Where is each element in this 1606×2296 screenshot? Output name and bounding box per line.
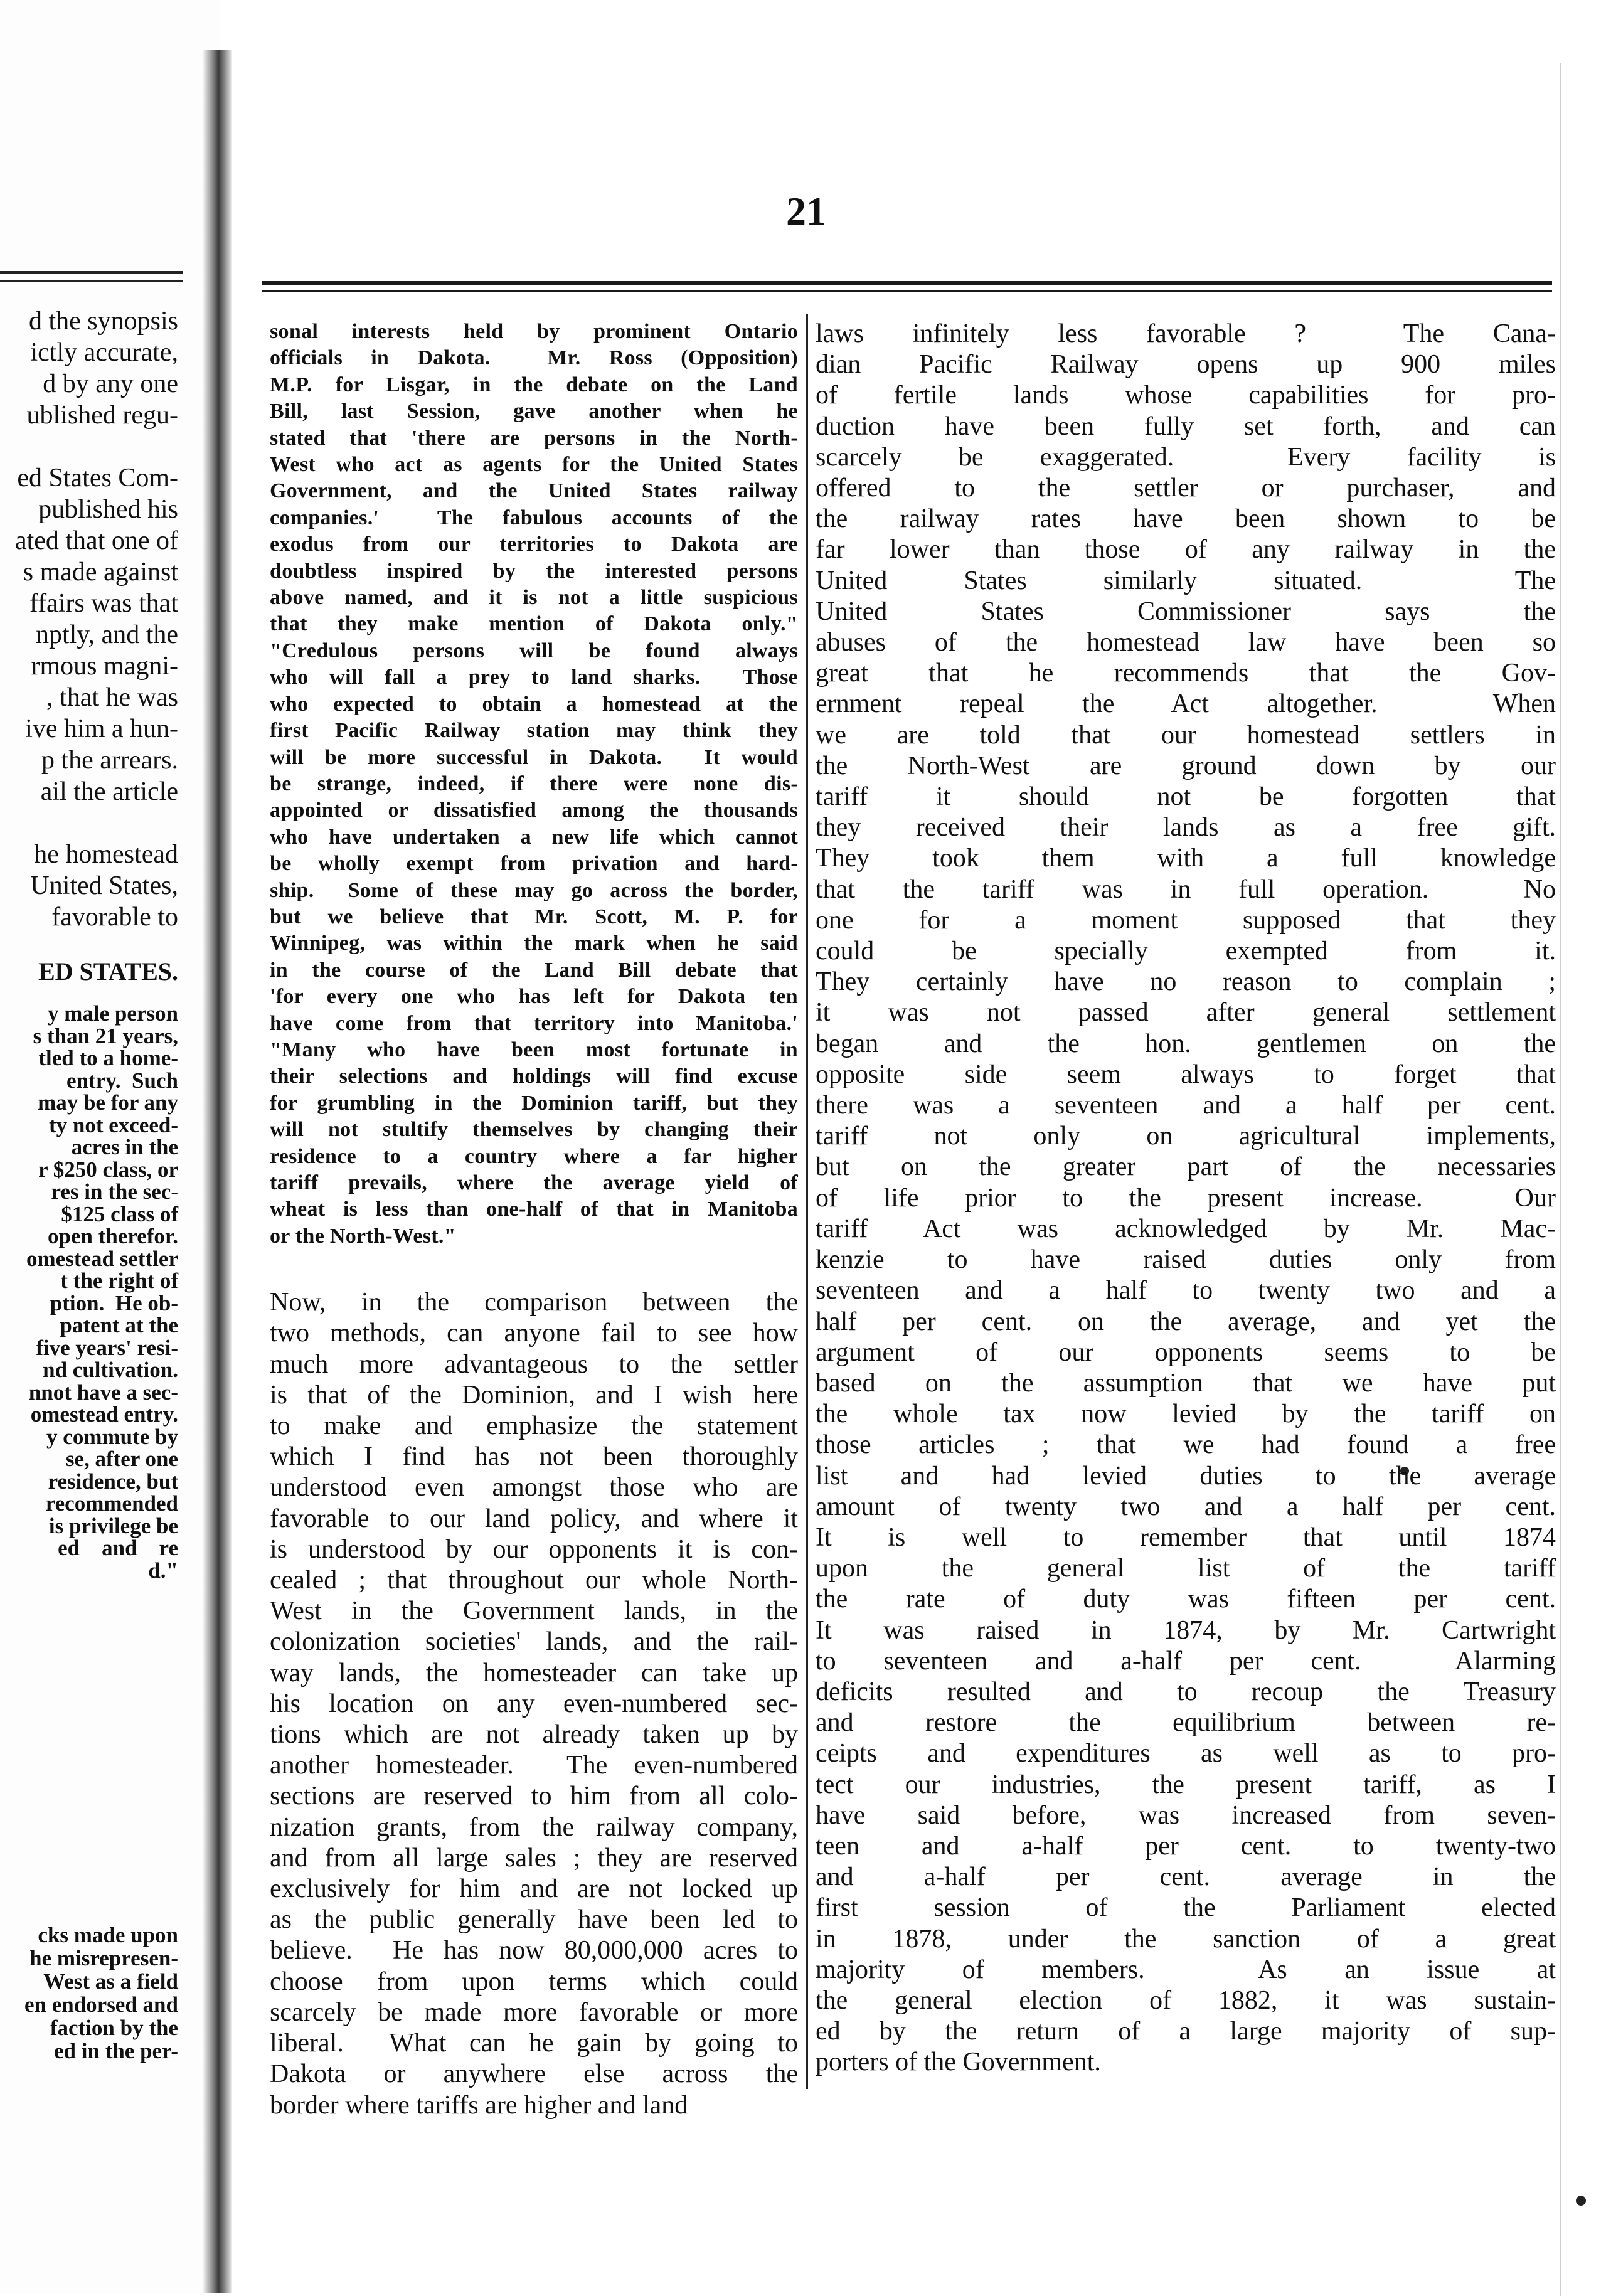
text-line: tions which are not already taken up by — [270, 1720, 798, 1750]
text-line: scarcely be exaggerated. Every facility is — [816, 442, 1556, 472]
text-line: ceipts and expenditures as well as to pro- — [816, 1739, 1556, 1768]
quote-line: have come from that territory into Manitoba.' — [270, 1011, 798, 1035]
text-line: majority of members. As an issue at — [816, 1955, 1556, 1984]
quote-line: companies.' The fabulous accounts of the — [270, 506, 798, 529]
left-fragment-line: rmous magni- — [31, 652, 178, 681]
left-fragment-line: he homestead — [34, 840, 178, 869]
left-fragment-line: ive him a hun- — [25, 715, 178, 743]
left-fragment-line: ed States Com- — [17, 464, 178, 492]
left-fragment-line: acres in the — [71, 1135, 178, 1159]
text-line: it was not passed after general settlement — [816, 998, 1556, 1028]
quote-line: be wholly exempt from privation and hard- — [270, 852, 798, 876]
text-line: they received their lands as a free gift. — [816, 813, 1556, 842]
text-line: It was raised in 1874, by Mr. Cartwright — [816, 1615, 1556, 1645]
quote-line: residence to a country where a far higher — [270, 1144, 798, 1168]
text-line: the whole tax now levied by the tariff on — [816, 1400, 1556, 1429]
left-fragment-line: recommended — [45, 1491, 178, 1516]
quote-line: West who act as agents for the United States — [270, 453, 798, 477]
left-fragment-line: ption. He ob- — [50, 1290, 178, 1315]
left-fragment-line: t the right of — [60, 1268, 178, 1293]
quote-line: Winnipeg, was within the mark when he said — [270, 932, 798, 955]
text-line: argument of our opponents seems to be — [816, 1337, 1556, 1367]
left-fragment-line: open therefor. — [47, 1224, 178, 1248]
quote-line: be strange, indeed, if there were none dis- — [270, 772, 798, 795]
text-line: based on the assumption that we have put — [816, 1368, 1556, 1398]
text-line: in 1878, under the sanction of a great — [816, 1924, 1556, 1953]
left-fragment-line: may be for any — [38, 1090, 178, 1115]
text-line: his location on any even-numbered sec- — [270, 1689, 798, 1718]
text-line: have said before, was increased from seven- — [816, 1800, 1556, 1830]
left-fragment-line: nptly, and the — [35, 620, 178, 649]
column-right — [816, 319, 1556, 2078]
left-page-fragment — [0, 0, 221, 2293]
text-line: Dakota or anywhere else across the — [270, 2059, 798, 2089]
body-text-right — [816, 319, 1556, 2078]
text-line: Now, in the comparison between the — [270, 1288, 798, 1317]
text-line: United States similarly situated. The — [816, 566, 1556, 595]
text-line: cealed ; that throughout our whole North- — [270, 1566, 798, 1595]
left-fragment-line: entry. Such — [66, 1068, 178, 1093]
text-line: colonization societies' lands, and the rail- — [270, 1627, 798, 1657]
quote-line: "Credulous persons will be found always — [270, 639, 798, 662]
page-gutter — [202, 50, 232, 2293]
text-line: the North-West are ground down by our — [816, 751, 1556, 780]
text-line: of life prior to the present increase. Our — [816, 1183, 1556, 1213]
quote-line: but we believe that Mr. Scott, M. P. for — [270, 905, 798, 928]
left-fragment-line: d." — [148, 1558, 178, 1583]
text-line: there was a seventeen and a half per cent. — [816, 1091, 1556, 1120]
body-text-left — [270, 1287, 798, 2120]
column-left — [270, 319, 798, 2121]
text-line: duction have been fully set forth, and can — [816, 412, 1556, 441]
left-page-rule — [0, 280, 183, 282]
text-line: to make and emphasize the statement — [270, 1411, 798, 1441]
left-fragment-line: res in the sec- — [51, 1179, 178, 1204]
left-fragment-line: tled to a home- — [38, 1046, 178, 1070]
text-line: ernment repeal the Act altogether. When — [816, 689, 1556, 719]
left-fragment-line: s made against — [23, 558, 178, 587]
quote-line: who expected to obtain a homestead at the — [270, 692, 798, 716]
text-line: offered to the settler or purchaser, and — [816, 474, 1556, 503]
text-line: one for a moment supposed that they — [816, 905, 1556, 935]
text-line: teen and a-half per cent. to twenty-two — [816, 1831, 1556, 1861]
quote-line: 'for every one who has left for Dakota ten — [270, 985, 798, 1009]
text-line: seventeen and a half to twenty two and a — [816, 1276, 1556, 1305]
text-line: tariff Act was acknowledged by Mr. Mac- — [816, 1214, 1556, 1243]
text-line: first session of the Parliament elected — [816, 1893, 1556, 1923]
quote-line: above named, and it is not a little suspicious — [270, 586, 798, 610]
quote-line: ship. Some of these may go across the border, — [270, 878, 798, 902]
quote-line: doubtless inspired by the interested persons — [270, 559, 798, 583]
text-line: It is well to remember that until 1874 — [816, 1523, 1556, 1552]
quote-line: officials in Dakota. Mr. Ross (Opposition) — [270, 346, 798, 370]
quote-line: who have undertaken a new life which cannot — [270, 825, 798, 849]
text-line: amount of twenty two and a half per cent. — [816, 1492, 1556, 1521]
text-line: choose from upon terms which could — [270, 1967, 798, 1996]
text-line: West in the Government lands, in the — [270, 1597, 798, 1626]
left-fragment-line: d the synopsis — [28, 307, 178, 336]
text-line: which I find has not been thoroughly — [270, 1442, 798, 1472]
left-fragment-line: y male person — [47, 1001, 178, 1026]
text-line: tariff it should not be forgotten that — [816, 782, 1556, 812]
text-line: way lands, the homesteader can take up — [270, 1658, 798, 1687]
text-line: abuses of the homestead law have been so — [816, 628, 1556, 657]
left-fragment-heading: ED STATES. — [38, 957, 178, 986]
page-edge — [1560, 63, 1561, 2296]
text-line: far lower than those of any railway in the — [816, 535, 1556, 565]
left-fragment-line: is privilege be — [48, 1513, 178, 1538]
text-line: list and had levied duties to the average — [816, 1461, 1556, 1491]
text-line: ed by the return of a large majority of sup- — [816, 2017, 1556, 2046]
left-fragment-line: omestead entry. — [30, 1402, 178, 1427]
left-fragment-line: five years' resi- — [36, 1335, 178, 1360]
quote-line: will be more successful in Dakota. It would — [270, 745, 798, 769]
text-line: dian Pacific Railway opens up 900 miles — [816, 350, 1556, 380]
quote-line: first Pacific Railway station may think they — [270, 719, 798, 743]
left-fragment-line: residence, but — [48, 1469, 178, 1494]
text-line: and from all large sales ; they are reserved — [270, 1843, 798, 1873]
quote-line: in the course of the Land Bill debate that — [270, 958, 798, 982]
text-line: half per cent. on the average, and yet the — [816, 1307, 1556, 1336]
text-line: could be specially exempted from it. — [816, 937, 1556, 966]
text-line: began and the hon. gentlemen on the — [816, 1029, 1556, 1058]
header-rule — [262, 281, 1552, 285]
text-line: liberal. What can he gain by going to — [270, 2029, 798, 2058]
page-number: 21 — [786, 189, 826, 233]
left-fragment-line: ed and re — [58, 1536, 178, 1560]
quote-line: wheat is less than one-half of that in Manitoba — [270, 1198, 798, 1221]
text-line: favorable to our land policy, and where it — [270, 1504, 798, 1533]
quote-line: for grumbling in the Dominion tariff, but they — [270, 1091, 798, 1115]
left-fragment-line: patent at the — [60, 1313, 178, 1337]
left-fragment-line: favorable to — [51, 903, 178, 932]
text-line: much more advantageous to the settler — [270, 1349, 798, 1379]
quote-line: stated that 'there are persons in the North- — [270, 426, 798, 450]
left-fragment-line: y commute by — [46, 1424, 178, 1449]
text-line: is that of the Dominion, and I wish here — [270, 1380, 798, 1410]
text-line: and a-half per cent. average in the — [816, 1863, 1556, 1892]
header-rule — [262, 290, 1552, 292]
left-fragment-line: nd cultivation. — [43, 1358, 178, 1382]
left-fragment-line: he misrepresen- — [29, 1946, 178, 1970]
column-divider — [806, 314, 808, 2089]
left-fragment-line: ublished regu- — [26, 401, 178, 430]
text-line: kenzie to have raised duties only from — [816, 1245, 1556, 1275]
quote-line: Government, and the United States railway — [270, 479, 798, 503]
text-line: laws infinitely less favorable ? The Cana- — [816, 319, 1556, 348]
text-line: the railway rates have been shown to be — [816, 504, 1556, 534]
quote-line: who will fall a prey to land sharks. Those — [270, 666, 798, 689]
text-line: border where tariffs are higher and land — [270, 2090, 688, 2120]
left-fragment-line: ty not exceed- — [48, 1112, 178, 1137]
text-line: tect our industries, the present tariff, as I — [816, 1770, 1556, 1799]
quote-line: their selections and holdings will find excuse — [270, 1065, 798, 1088]
left-fragment-line: ffairs was that — [29, 589, 178, 618]
text-line: United States Commissioner says the — [816, 597, 1556, 626]
left-fragment-line: r $250 class, or — [38, 1157, 178, 1182]
left-fragment-line: ail the article — [40, 777, 178, 806]
text-line: to seventeen and a-half per cent. Alarming — [816, 1646, 1556, 1676]
text-line: exclusively for him and are not locked up — [270, 1874, 798, 1904]
quote-line: or the North-West." — [270, 1224, 456, 1248]
quote-line: appointed or dissatisfied among the thousands — [270, 799, 798, 822]
left-fragment-line: d by any one — [43, 369, 178, 398]
text-line: we are told that our homestead settlers in — [816, 720, 1556, 750]
quote-line: that they make mention of Dakota only." — [270, 612, 798, 636]
text-line: another homesteader. The even-numbered — [270, 1751, 798, 1780]
text-line: deficits resulted and to recoup the Treasury — [816, 1677, 1556, 1706]
text-line: They took them with a full knowledge — [816, 844, 1556, 873]
text-line: but on the greater part of the necessaries — [816, 1152, 1556, 1182]
quote-line: Bill, last Session, gave another when he — [270, 400, 798, 423]
text-line: believe. He has now 80,000,000 acres to — [270, 1936, 798, 1965]
left-fragment-line: en endorsed and — [24, 1992, 178, 2017]
text-line: of fertile lands whose capabilities for pro- — [816, 381, 1556, 410]
text-line: is understood by our opponents it is con- — [270, 1534, 798, 1564]
left-page-rule — [0, 271, 183, 274]
quote-line: sonal interests held by prominent Ontario — [270, 320, 798, 343]
text-line: sections are reserved to him from all colo- — [270, 1782, 798, 1811]
quote-line: "Many who have been most fortunate in — [270, 1038, 798, 1061]
text-line: porters of the Government. — [816, 2048, 1101, 2077]
text-line: and restore the equilibrium between re- — [816, 1708, 1556, 1738]
left-fragment-line: faction by the — [50, 2016, 178, 2040]
text-line: those articles ; that we had found a free — [816, 1430, 1556, 1460]
left-fragment-line: , that he was — [46, 683, 178, 712]
left-fragment-line: nnot have a sec- — [28, 1379, 178, 1405]
text-line: that the tariff was in full operation. No — [816, 874, 1556, 904]
text-line: tariff not only on agricultural implements, — [816, 1122, 1556, 1151]
text-line: the rate of duty was fifteen per cent. — [816, 1585, 1556, 1614]
left-fragment-line: ed in the per- — [54, 2039, 178, 2063]
quote-line: will not stultify themselves by changing their — [270, 1118, 798, 1142]
text-line: two methods, can anyone fail to see how — [270, 1319, 798, 1348]
left-fragment-line: cks made upon — [38, 1923, 178, 1947]
text-line: scarcely be made more favorable or more — [270, 1997, 798, 2027]
left-fragment-line: ated that one of — [14, 526, 178, 555]
quote-line: M.P. for Lisgar, in the debate on the Land — [270, 373, 798, 396]
left-fragment-line: se, after one — [65, 1447, 178, 1471]
quote-line: tariff prevails, where the average yield of — [270, 1171, 798, 1194]
left-fragment-line: p the arrears. — [41, 746, 178, 775]
text-line: nization grants, from the railway company, — [270, 1812, 798, 1842]
left-fragment-line: s than 21 years, — [33, 1023, 178, 1048]
text-line: great that he recommends that the Gov- — [816, 659, 1556, 688]
text-line: upon the general list of the tariff — [816, 1554, 1556, 1583]
text-line: the general election of 1882, it was sustain- — [816, 1985, 1556, 2015]
left-fragment-line: United States, — [30, 871, 178, 900]
left-fragment-line: West as a field — [43, 1969, 178, 1994]
left-fragment-line: ictly accurate, — [30, 338, 178, 367]
left-fragment-line: omestead settler — [26, 1246, 178, 1271]
text-line: as the public generally have been led to — [270, 1905, 798, 1935]
left-fragment-line: published his — [38, 495, 178, 524]
quoted-passage — [270, 319, 798, 1250]
text-line: opposite side seem always to forget that — [816, 1060, 1556, 1089]
left-fragment-line: $125 class of — [61, 1201, 178, 1226]
quote-line: exodus from our territories to Dakota are — [270, 533, 798, 556]
text-line: They certainly have no reason to complain ; — [816, 967, 1556, 997]
text-line: understood even amongst those who are — [270, 1473, 798, 1502]
ink-speck — [1576, 2196, 1586, 2206]
